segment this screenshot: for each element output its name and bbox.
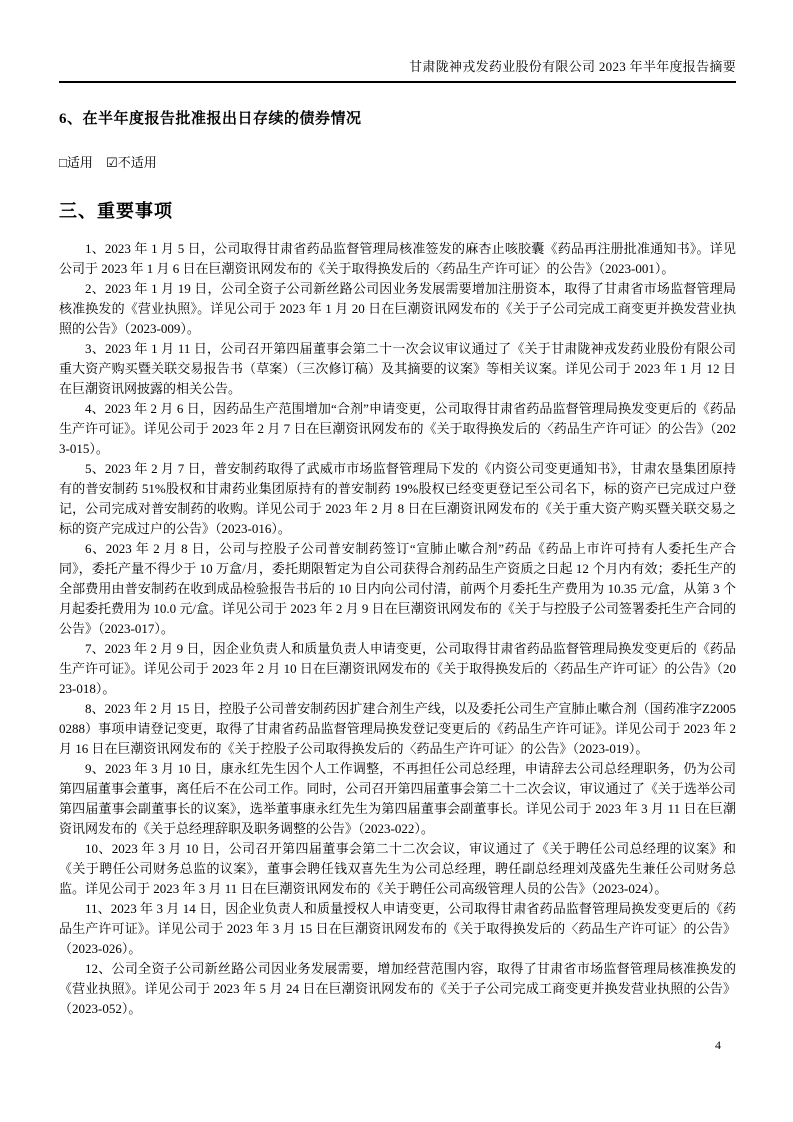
applicability-line [59,152,736,171]
section6-heading: 6、在半年度报告批准报出日存续的债券情况 [59,111,362,127]
paragraph-1: 1、2023 年 1 月 5 日，公司取得甘肃省药品监督管理局核准签发的麻杏止咳胶囊《药品再注册批准通知书》。详见公司于 2023 年 1 月 6 日在巨潮资讯网发布的《关于取得换发后的〈药品生产许可证〉的公告》（2023-001）。 [59,241,736,276]
checkbox-applicable: □适用 [59,155,93,170]
paragraph-7: 7、2023 年 2 月 9 日，因企业负责人和质量负责人申请变更，公司取得甘肃省药品监督管理局换发变更后的《药品生产许可证》。详见公司于 2023 年 2 月 10 日在巨潮资讯网发布的《关于取得换发后的〈药品生产许可证〉的公告》（2023-018）。 [59,641,736,696]
checkbox-not-applicable: ☑不适用 [106,155,157,170]
paragraph-3: 3、2023 年 1 月 11 日，公司召开第四届董事会第二十一次会议审议通过了《关于甘肃陇神戎发药业股份有限公司重大资产购买暨关联交易报告书（草案）（三次修订稿）及其摘要的议案》等相关议案。详见公司于 2023 年 1 月 12 日在巨潮资讯网披露的相关公告。 [59,341,736,396]
paragraph-8: 8、2023 年 2 月 15 日，控股子公司普安制药因扩建合剂生产线，以及委托公司生产宣肺止嗽合剂（国药准字Z20050288）事项申请登记变更，取得了甘肃省药品监督管理局换发登记变更后的《药品生产许可证》。详见公司于 2023 年 2 月 16 日在巨潮资讯网发布的《关于控股子公司取得换发后的〈药品生产许可证〉的公告》（2023-019）。 [59,701,736,756]
paragraph-4: 4、2023 年 2 月 6 日，因药品生产范围增加“合剂”申请变更，公司取得甘肃省药品监督管理局换发变更后的《药品生产许可证》。详见公司于 2023 年 2 月 7 日在巨潮资讯网发布的《关于取得换发后的〈药品生产许可证〉的公告》（2023-015）。 [59,401,736,456]
paragraph-5: 5、2023 年 2 月 7 日，普安制药取得了武威市市场监督管理局下发的《内资公司变更通知书》，甘肃农垦集团原持有的普安制药 51%股权和甘肃药业集团原持有的普安制药 19%股权已经变更登记至公司名下，标的资产已完成过户登记，公司完成对普安制药的收购。详见公司于 2023 年 2 月 8 日在巨潮资讯网发布的《关于重大资产购买暨关联交易之标的资产完成过户的公告》（2023-016）。 [59,461,736,536]
paragraph-2: 2、2023 年 1 月 19 日，公司全资子公司新丝路公司因业务发展需要增加注册资本，取得了甘肃省市场监督管理局核准换发的《营业执照》。详见公司于 2023 年 1 月 20 日在巨潮资讯网发布的《关于子公司完成工商变更并换发营业执照的公告》（2023-009）。 [59,281,736,336]
page-number: 4 [715,1038,721,1052]
paragraph-6: 6、2023 年 2 月 8 日，公司与控股子公司普安制药签订“宣肺止嗽合剂”药品《药品上市许可持有人委托生产合同》，委托产量不得少于 10 万盒/月，委托期限暂定为自公司获得合剂药品生产资质之日起 12 个月内有效；委托生产的全部费用由普安制药在收到成品检验报告书后的 10 日内向公司付清，前两个月委托生产费用为 10.35 元/盒，从第 3 个月起委托费用为 10.0 元/盒。详见公司于 2023 年 2 月 9 日在巨潮资讯网发布的《关于与控股子公司签署委托生产合同的公告》（2023-017）。 [59,541,736,636]
page-content [59,56,736,1019]
paragraph-9: 9、2023 年 3 月 10 日，康永红先生因个人工作调整，不再担任公司总经理，申请辞去公司总经理职务，仍为公司第四届董事会董事，离任后不在公司工作。同时，公司召开第四届董事会第二十二次会议，审议通过了《关于选举公司第四届董事会副董事长的议案》，选举董事康永红先生为第四届董事会副董事长。详见公司于 2023 年 3 月 11 日在巨潮资讯网发布的《关于总经理辞职及职务调整的公告》（2023-022）。 [59,761,736,836]
document-header-title: 甘肃陇神戎发药业股份有限公司 2023 年半年度报告摘要 [59,56,736,83]
important-matters-paragraphs [59,239,736,1019]
paragraph-11: 11、2023 年 3 月 14 日，因企业负责人和质量授权人申请变更，公司取得甘肃省药品监督管理局换发变更后的《药品生产许可证》。详见公司于 2023 年 3 月 15 日在巨潮资讯网发布的《关于取得换发后的〈药品生产许可证〉的公告》（2023-026）。 [59,901,736,956]
paragraph-10: 10、2023 年 3 月 10 日，公司召开第四届董事会第二十二次会议，审议通过了《关于聘任公司总经理的议案》和《关于聘任公司财务总监的议案》，董事会聘任钱双喜先生为公司总经理，聘任副总经理刘茂盛先生兼任公司财务总监。详见公司于 2023 年 3 月 11 日在巨潮资讯网发布的《关于聘任公司高级管理人员的公告》（2023-024）。 [59,841,736,896]
paragraph-12: 12、公司全资子公司新丝路公司因业务发展需要，增加经营范围内容，取得了甘肃省市场监督管理局核准换发的《营业执照》。详见公司于 2023 年 5 月 24 日在巨潮资讯网发布的《关于子公司完成工商变更并换发营业执照的公告》（2023-052）。 [59,961,736,1016]
section3-heading: 三、重要事项 [59,201,173,221]
